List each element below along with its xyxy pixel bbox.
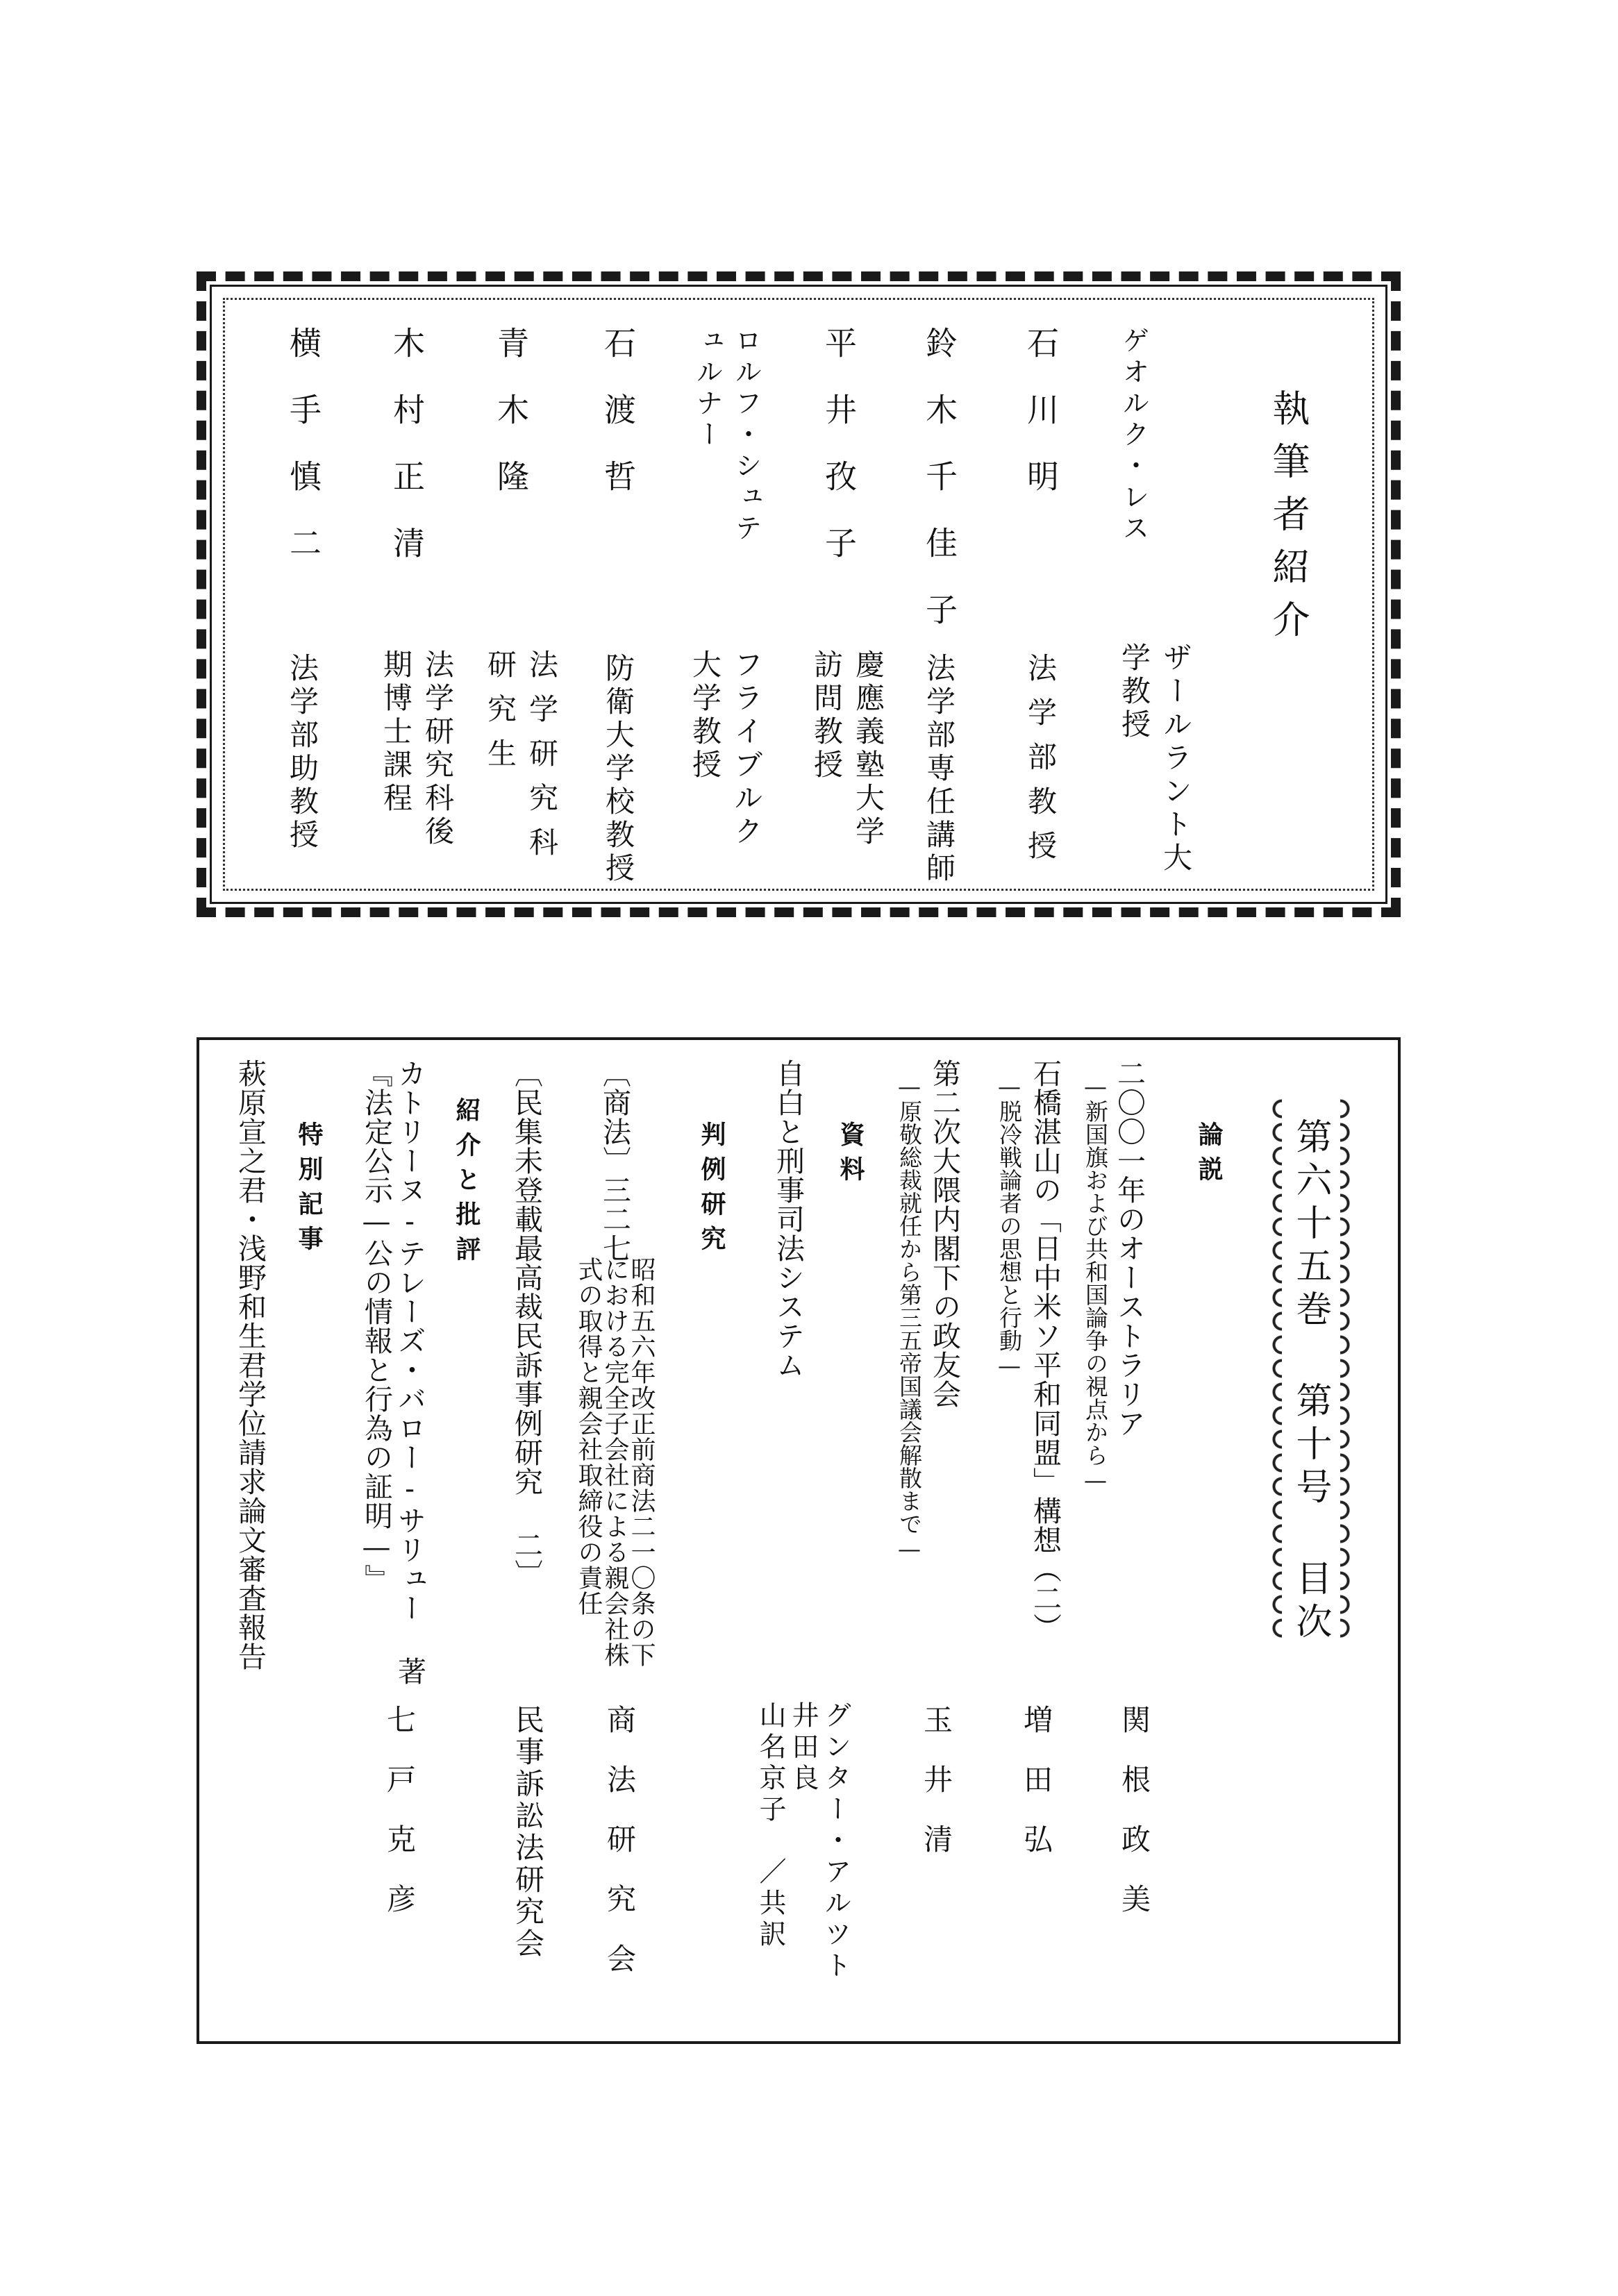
toc-entry-author: 七戸克彦	[383, 1704, 417, 1943]
toc-entry-author: 増田弘	[1019, 1704, 1053, 1884]
author-name: 木村正清	[388, 326, 426, 593]
toc-entry-author: 玉井清	[919, 1704, 953, 1884]
author-name: 青木隆	[492, 326, 530, 526]
toc-entry-title[interactable]: 石橋湛山の「日中米ソ平和同盟」構想（二）	[1028, 1059, 1062, 1642]
author-name: ゲオルク・レス	[1118, 326, 1149, 545]
author-affiliation: ザールラント大学教授	[1117, 642, 1193, 875]
toc-entry-author: 関根政美	[1117, 1704, 1151, 1943]
section-label-shiryo: 資料	[836, 1121, 865, 1191]
toc-entry-title[interactable]: 萩原宣之君・浅野和生君学位請求論文審査報告	[233, 1059, 267, 1671]
author-name: 平井孜子	[820, 326, 858, 593]
author-affiliation: 法学部教授	[1024, 653, 1058, 875]
toc-entry-author: グンター・アルツト	[820, 1701, 851, 1982]
heading-wave-border-right	[1340, 1097, 1358, 1639]
toc-entry-title[interactable]: 第二次大隈内閣下の政友会	[928, 1059, 961, 1409]
toc-entry-text: 昭和五六年改正前商法二一〇条の下における完全子会社による親会社株式の取得と親会社取締役の責任	[574, 1257, 656, 1668]
author-name: ロルフ・シュテュルナー	[692, 326, 762, 545]
toc-entry-subtitle: —新国旗および共和国論争の視点から—	[1082, 1073, 1109, 1493]
author-affiliation: 法学部助教授	[285, 653, 319, 853]
section-label-hanrei: 判例研究	[697, 1121, 726, 1260]
toc-entry-subtitle: —脱冷戦論者の思想と行動—	[996, 1073, 1023, 1379]
author-affiliation: 慶應義塾大学訪問教授	[810, 649, 885, 849]
toc-entry-author: 山名京子	[755, 1701, 786, 1826]
author-affiliation: フライブルク大学教授	[688, 649, 764, 849]
author-name: 鈴木千佳子	[921, 326, 958, 660]
section-label-tokubetsu: 特別記事	[294, 1121, 324, 1260]
author-name: 石渡哲	[599, 326, 637, 526]
toc-entry-author: 井田良	[787, 1701, 819, 1795]
authors-intro-title: 執筆者紹介	[1267, 389, 1310, 653]
author-name: 石川明	[1022, 326, 1060, 526]
author-affiliation: 法学部専任講師	[922, 653, 956, 886]
section-label-shokai: 紹介と批評	[452, 1097, 481, 1271]
toc-entry-title[interactable]: 二〇〇一年のオーストラリア	[1112, 1059, 1146, 1438]
toc-entry-author: 民事訴訟法研究会	[511, 1704, 545, 1960]
toc-entry-author: 商法研究会	[603, 1704, 637, 2003]
toc-entry-title[interactable]: 自白と刑事司法システム	[772, 1059, 805, 1380]
author-name: 横手慎二	[285, 326, 322, 593]
heading-wave-border-left	[1264, 1097, 1282, 1639]
author-affiliation: 防衛大学校教授	[601, 653, 635, 886]
toc-entry-title[interactable]: カトリーヌ-テレーズ・バロー-サリュー 著	[393, 1059, 426, 1686]
author-affiliation: 法学研究科後期博士課程	[379, 649, 455, 849]
toc-entry-title[interactable]: 〔民集未登載最高裁民訴事例研究 二〕	[510, 1059, 543, 1589]
toc-entry-subtitle: 『法定公示—公の情報と行為の証明—』	[360, 1059, 393, 1593]
toc-entry-subtitle: —原敬総裁就任から第三五帝国議会解散まで—	[896, 1073, 923, 1562]
toc-entry-label[interactable]: 〔商法〕三二七	[598, 1059, 631, 1263]
author-affiliation: 法学研究科研究生	[483, 649, 559, 871]
toc-heading: 第六十五巻 第十号 目次	[1290, 1118, 1331, 1645]
translation-credit: ／共訳	[755, 1857, 786, 1951]
section-label-ronsetsu: 論説	[1194, 1121, 1224, 1191]
